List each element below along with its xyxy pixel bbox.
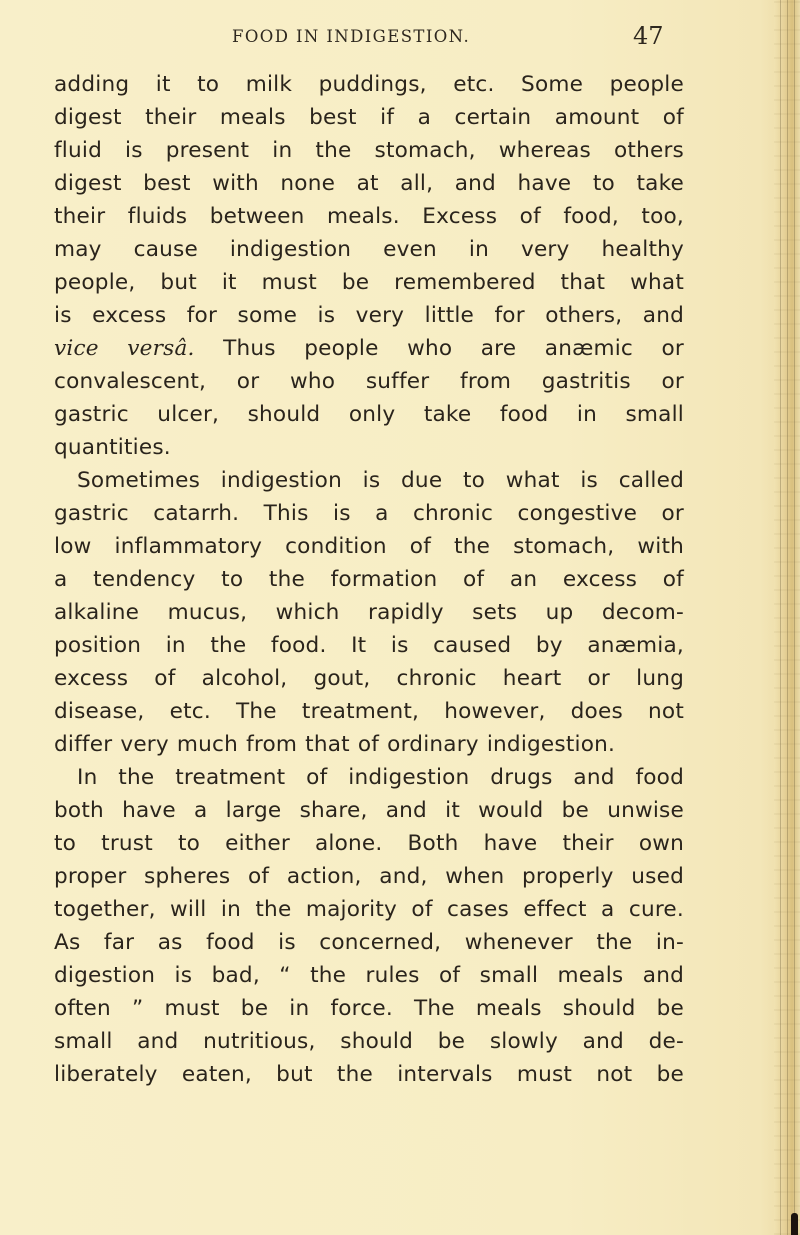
text-line: digestion is bad, “ the rules of small meals and — [54, 963, 684, 988]
text-line: people, but it must be remembered that what — [54, 270, 684, 295]
text-line: together, will in the majority of cases effect a cure. — [54, 897, 684, 922]
text-line: gastric catarrh. This is a chronic congestive or — [54, 501, 684, 526]
text-line: differ very much from that of ordinary indigestion. — [54, 732, 616, 757]
page-header — [0, 22, 780, 52]
text-line: both have a large share, and it would be unwise — [54, 798, 684, 823]
text-line: position in the food. It is caused by anæmia, — [54, 633, 684, 658]
text-line: As far as food is concerned, whenever the in- — [54, 930, 684, 955]
paragraph-start-line: In the treatment of indigestion drugs and food — [77, 765, 684, 790]
text-line: adding it to milk puddings, etc. Some people — [54, 72, 684, 97]
page-edge-line — [794, 0, 795, 1235]
text-line: small and nutritious, should be slowly and de- — [54, 1029, 684, 1054]
text-line: their fluids between meals. Excess of food, too, — [54, 204, 684, 229]
text-line: proper spheres of action, and, when properly used — [54, 864, 684, 889]
text-line: gastric ulcer, should only take food in small — [54, 402, 684, 427]
text-line: to trust to either alone. Both have their own — [54, 831, 684, 856]
italic-phrase: vice versâ. — [54, 336, 195, 361]
text-line-with-italic — [54, 332, 684, 365]
page-edge-line — [787, 0, 788, 1235]
text-line: quantities. — [54, 435, 171, 460]
text-line: disease, etc. The treatment, however, does not — [54, 699, 684, 724]
text-line: digest best with none at all, and have to take — [54, 171, 684, 196]
text-line: fluid is present in the stomach, whereas others — [54, 138, 684, 163]
paragraph-start-line: Sometimes indigestion is due to what is called — [77, 468, 684, 493]
page-edge — [774, 0, 800, 1235]
text-line: convalescent, or who suffer from gastritis or — [54, 369, 684, 394]
text-line: often ” must be in force. The meals should be — [54, 996, 684, 1021]
text-line: alkaline mucus, which rapidly sets up decom- — [54, 600, 684, 625]
page-edge-line — [780, 0, 781, 1235]
text-line: a tendency to the formation of an excess of — [54, 567, 684, 592]
text-line: digest their meals best if a certain amount of — [54, 105, 684, 130]
page-number: 47 — [633, 22, 664, 50]
page-edge-mark — [791, 1213, 798, 1235]
running-head: FOOD IN INDIGESTION. — [232, 27, 471, 46]
text-line: may cause indigestion even in very healthy — [54, 237, 684, 262]
text-line: liberately eaten, but the intervals must not be — [54, 1062, 684, 1087]
text-line: low inflammatory condition of the stomach, with — [54, 534, 684, 559]
text-line: is excess for some is very little for others, and — [54, 303, 684, 328]
text-line-rest: Thus people who are anæmic or — [223, 336, 684, 361]
body-text — [54, 68, 684, 1091]
text-line: excess of alcohol, gout, chronic heart or lung — [54, 666, 684, 691]
